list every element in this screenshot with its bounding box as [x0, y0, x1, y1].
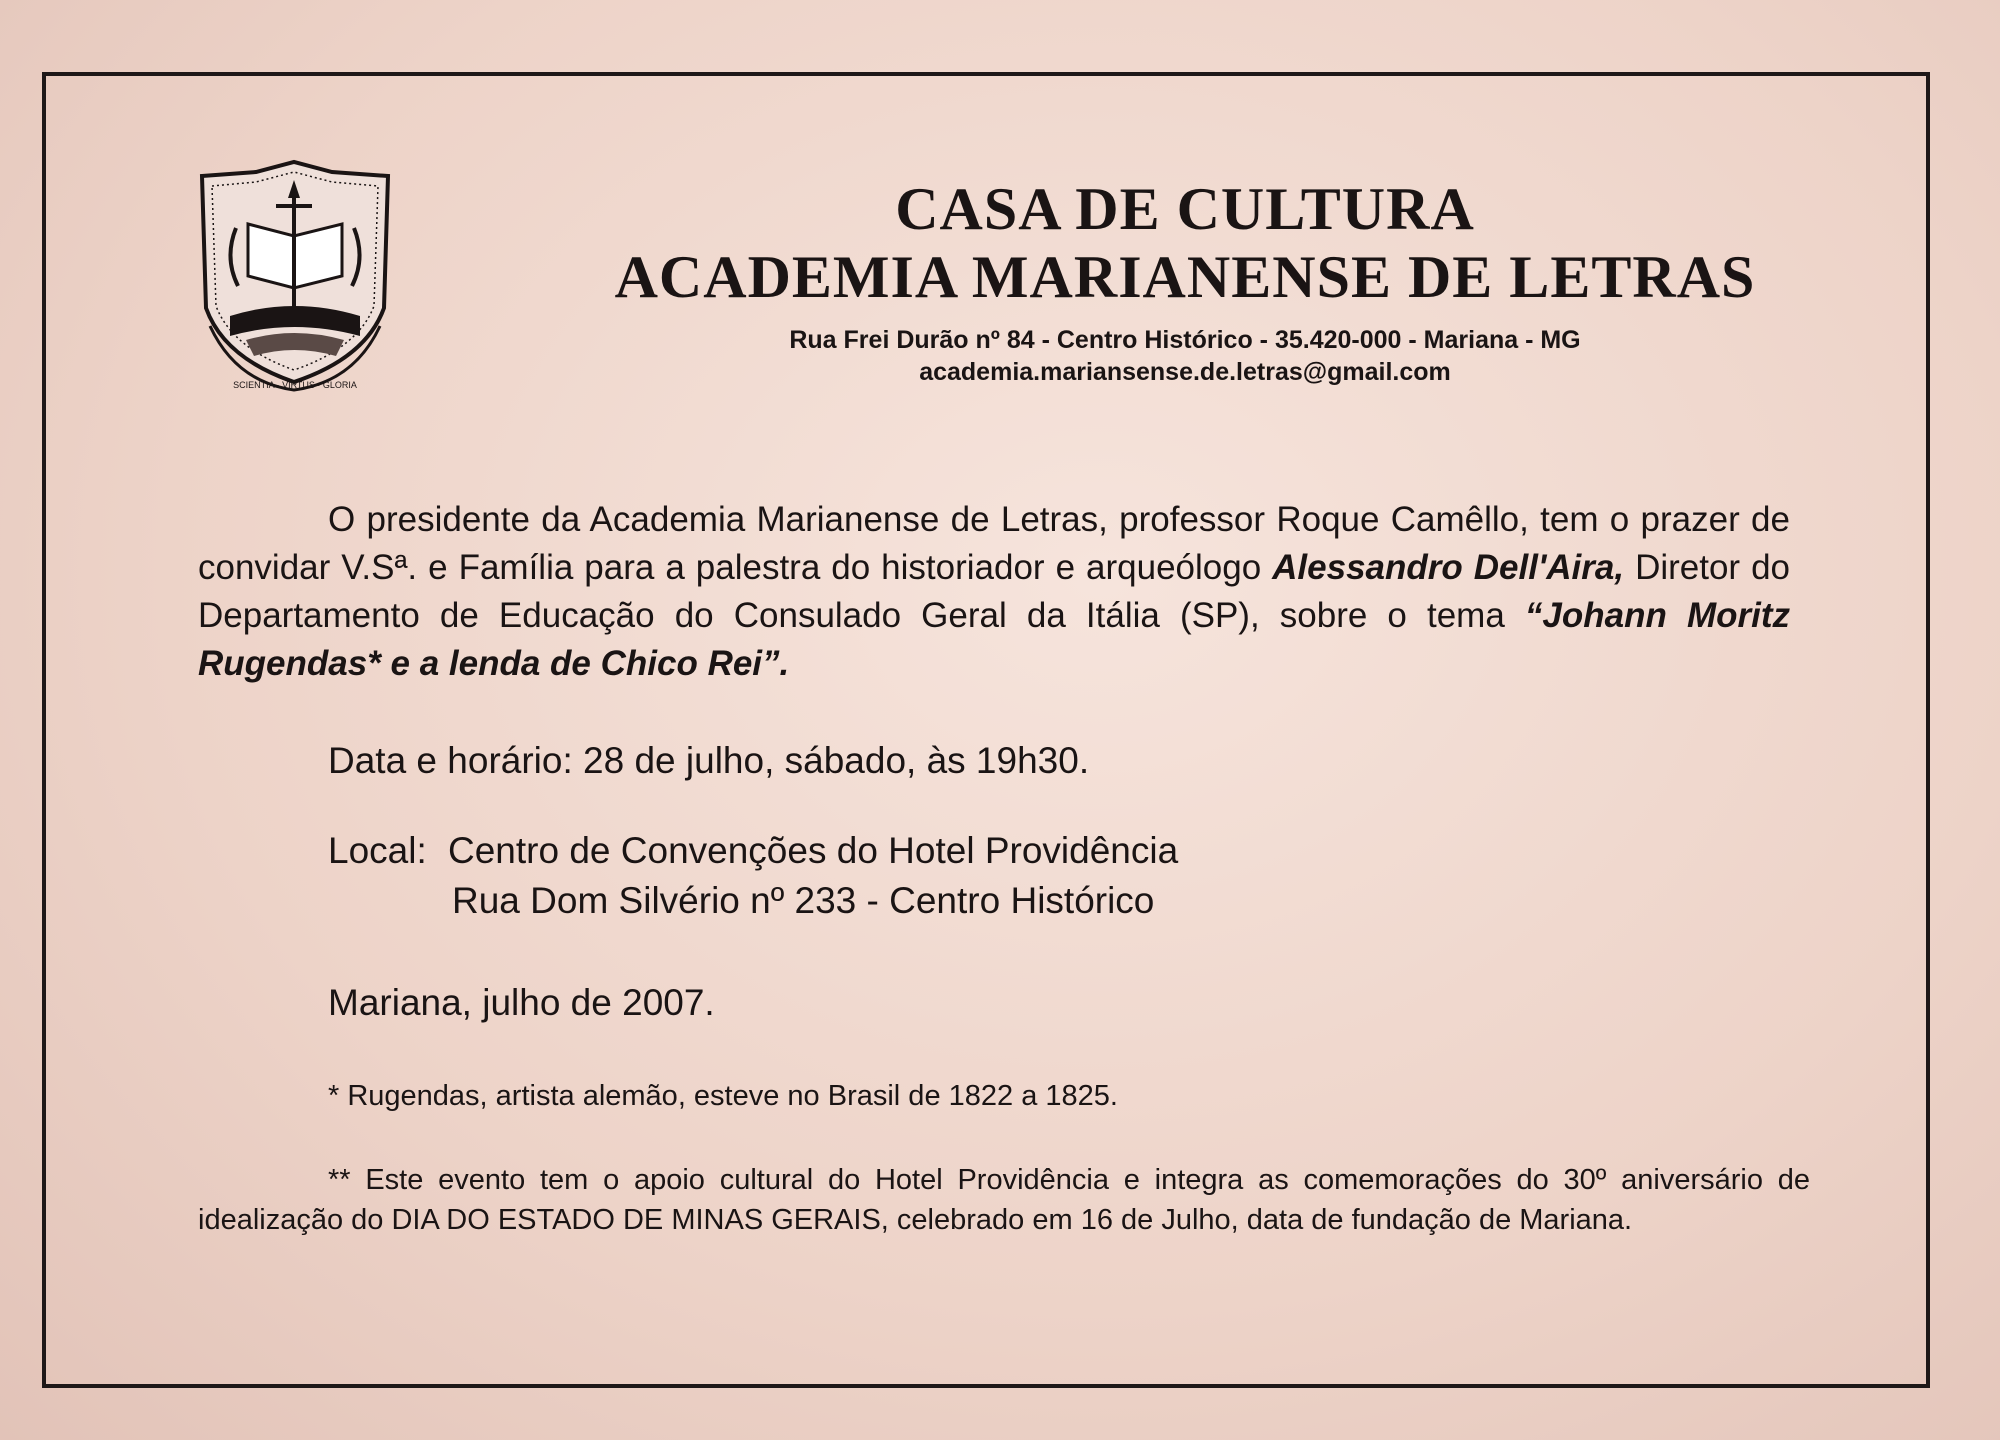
speaker-role: Diretor do Departamento de Educação do Consulado Geral da Itália (SP), sobre o tema	[198, 548, 1791, 635]
postal-address: Rua Frei Durão nº 84 - Centro Histórico - 35.420-000 - Mariana - MG	[789, 326, 1581, 354]
closing-date: Mariana, julho de 2007.	[328, 982, 715, 1023]
venue-label: Local:	[328, 830, 427, 871]
institution-title: CASA DE CULTURA	[895, 176, 1475, 242]
letterhead	[540, 176, 1830, 388]
academy-title: ACADEMIA MARIANENSE DE LETRAS	[614, 244, 1756, 310]
lecture-topic: “Johann Moritz Rugendas* e a lenda de Chico Rei”.	[198, 596, 1790, 683]
email-address[interactable]: academia.mariansense.de.letras@gmail.com	[919, 358, 1451, 386]
invitation-paragraph	[198, 496, 1790, 688]
footnote-sponsorship: ** Este evento tem o apoio cultural do Hotel Providência e integra as comemorações do 30º aniversário de idealização do DIA DO ESTADO DE MINAS GERAIS, celebrado em 16 de Julho, data de fundação de Mariana.	[198, 1164, 1810, 1236]
event-date: Data e horário: 28 de julho, sábado, às 19h30.	[328, 740, 1090, 781]
speaker-name: Alessandro Dell'Aira,	[1272, 548, 1625, 587]
footnote-rugendas: * Rugendas, artista alemão, esteve no Brasil de 1822 a 1825.	[328, 1080, 1118, 1112]
venue-name: Centro de Convenções do Hotel Providência	[448, 830, 1179, 871]
venue-address: Rua Dom Silvério nº 233 - Centro Histórico	[452, 880, 1155, 921]
academy-crest-icon	[196, 158, 394, 396]
crest-motto: SCIENTIA · VIRTUS · GLORIA	[233, 380, 357, 390]
invitation-intro: O presidente da Academia Marianense de Letras, professor Roque Camêllo, tem o prazer de convidar V.Sª. e Família para a palestra do historiador e arqueólogo	[198, 500, 1790, 587]
